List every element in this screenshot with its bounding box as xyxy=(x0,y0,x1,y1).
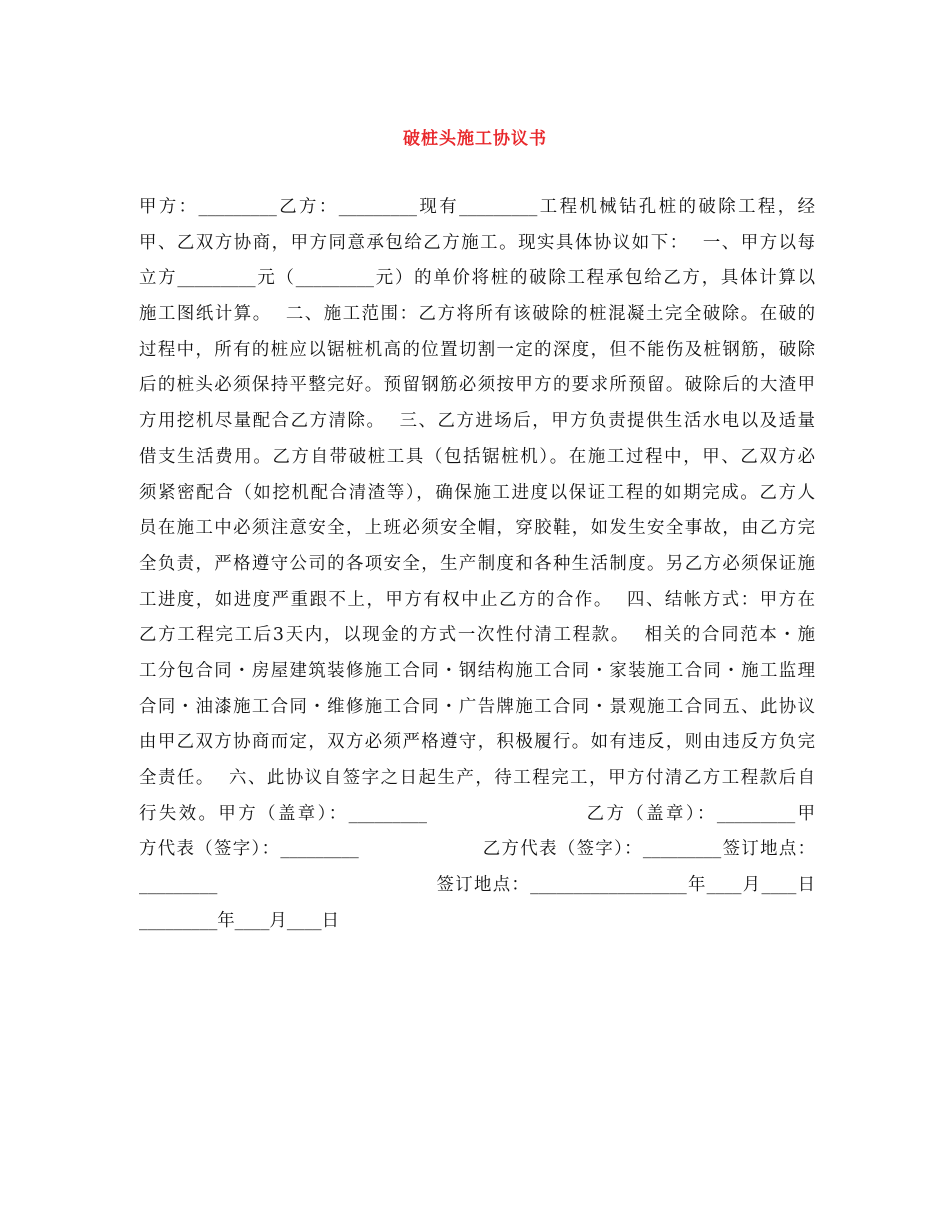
body-line: 后的桩头必须保持平整完好。预留钢筋必须按甲方的要求所预留。破除后的大渣甲 xyxy=(139,375,815,396)
body-line: 工进度，如进度严重跟不上，甲方有权中止乙方的合作。 四、结帐方式：甲方在 xyxy=(139,589,815,610)
signature-line-date: _________年____月____日 xyxy=(139,910,339,931)
signature-line-representative: 方代表（签字）：_________ 乙方代表（签字）：_________签订地点： xyxy=(139,839,815,860)
agreement-body xyxy=(139,190,815,939)
body-line: 须紧密配合（如挖机配合清渣等），确保施工进度以保证工程的如期完成。乙方人 xyxy=(139,482,815,503)
body-line: 合同・油漆施工合同・维修施工合同・广告牌施工合同・景观施工合同五、此协议 xyxy=(139,696,815,717)
body-line: 立方_________元（_________元）的单价将桩的破除工程承包给乙方，具体计算以 xyxy=(139,268,815,289)
body-line: 方用挖机尽量配合乙方清除。 三、乙方进场后，甲方负责提供生活水电以及适量 xyxy=(139,411,815,432)
body-line: 工分包合同・房屋建筑装修施工合同・钢结构施工合同・家装施工合同・施工监理 xyxy=(139,660,815,681)
body-line: 全负责，严格遵守公司的各项安全，生产制度和各种生活制度。另乙方必须保证施 xyxy=(139,553,815,574)
body-line: 借支生活费用。乙方自带破桩工具（包括锯桩机）。在施工过程中，甲、乙双方必 xyxy=(139,446,815,467)
body-line: 乙方工程完工后3天内，以现金的方式一次性付清工程款。 相关的合同范本・施 xyxy=(139,625,815,646)
body-line: 甲、乙双方协商，甲方同意承包给乙方施工。现实具体协议如下： 一、甲方以每 xyxy=(139,232,815,253)
body-line: 过程中，所有的桩应以锯桩机高的位置切割一定的深度，但不能伤及桩钢筋，破除 xyxy=(139,339,815,360)
signature-line-place-date: _________ 签订地点：__________________年____月____日 xyxy=(139,875,815,896)
body-line: 全责任。 六、此协议自签字之日起生产，待工程完工，甲方付清乙方工程款后自 xyxy=(139,768,815,788)
body-line: 由甲乙双方协商而定，双方必须严格遵守，积极履行。如有违反，则由违反方负完 xyxy=(139,732,815,753)
document-title: 破桩头施工协议书 xyxy=(403,129,547,149)
body-line: 员在施工中必须注意安全，上班必须安全帽，穿胶鞋，如发生安全事故，由乙方完 xyxy=(139,518,815,539)
body-line: 甲方：_________乙方：_________现有_________工程机械钻孔桩的破除工程，经 xyxy=(139,197,815,217)
signature-line-party-seal: 行失效。甲方（盖章）：_________ 乙方（盖章）：_________甲 xyxy=(139,803,815,824)
body-line: 施工图纸计算。 二、施工范围：乙方将所有该破除的桩混凝土完全破除。在破的 xyxy=(139,304,815,325)
